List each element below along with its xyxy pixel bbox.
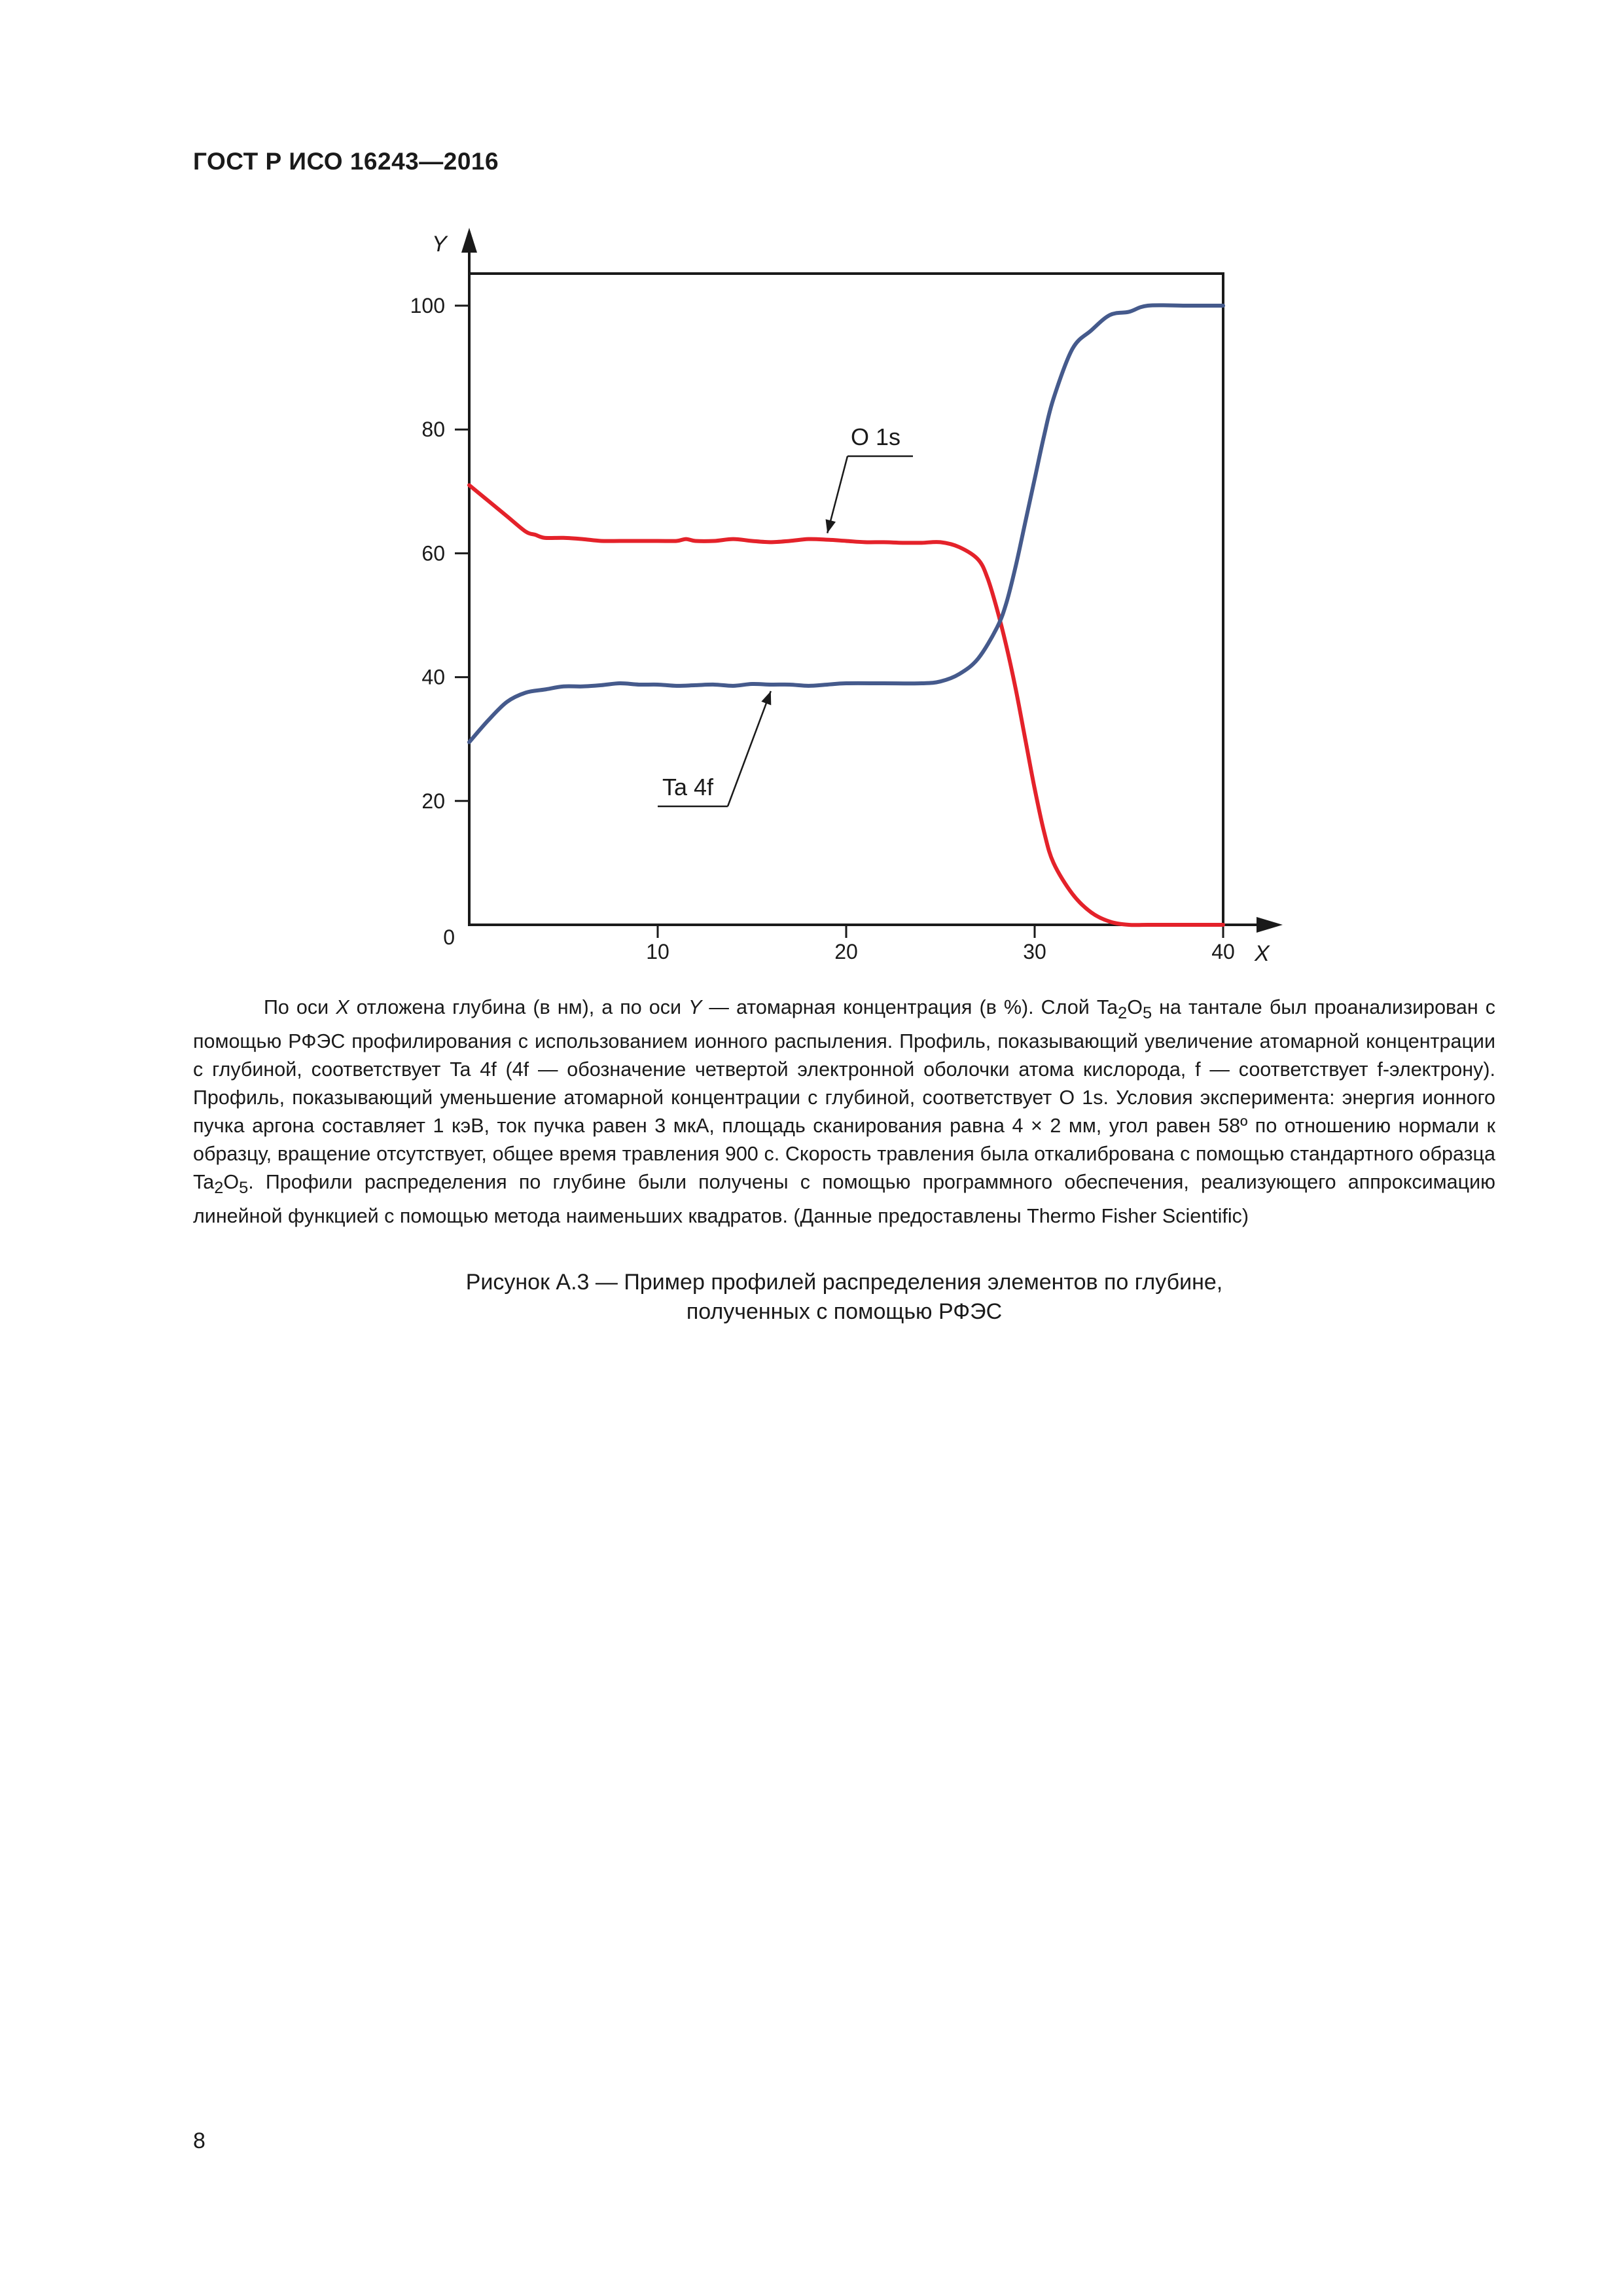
annotation-arrowhead (826, 519, 836, 533)
text-run: отложена глубина (в нм), а по оси (349, 996, 689, 1018)
y-tick-label: 60 (421, 541, 445, 565)
ticks (410, 294, 1235, 963)
y-tick-label: 40 (421, 665, 445, 689)
variable-y: Y (688, 996, 702, 1018)
text-run: — атомарная концентрация (в %). Слой Ta (702, 996, 1118, 1018)
text-run: . Профили распределения по глубине были получены с помощью программного обеспечения, реализующего аппроксимацию линейной функцией с помощью метода наименьших квадратов. (Данные предоставлены Thermo Fisher Scientific) (193, 1171, 1495, 1228)
annotation-layer (658, 423, 913, 806)
text-run: O (223, 1171, 240, 1194)
subscript: 2 (214, 1179, 224, 1198)
text-run: на тантале был проанализирован с помощью РФЭС профилирования с использованием ионного распыления. Профиль, показывающий увеличение атомарной концентрации с глубиной, соответствует Ta 4f (4f — обозначение четвертой электронной оболочки атома кислорода, f — соответствует f-электрону). Профиль, показывающий уменьшение атомарной концентрации с глубиной, соответствует O 1s. Условия эксперимента: энергия ионного пучка аргона составляет 1 кэВ, ток пучка равен 3 мкА, площадь сканирования равна 4 × 2 мм, угол равен 58º по отношению нормали к образцу, вращение отсутствует, общее время травления 900 с. Скорость травления была откалибрована с помощью стандартного образца Ta (193, 996, 1495, 1194)
document-header: ГОСТ Р ИСО 16243—2016 (193, 148, 499, 175)
text-run: O (1127, 996, 1143, 1018)
subscript: 5 (1142, 1004, 1152, 1023)
figure-caption (193, 1268, 1495, 1327)
plot-frame (469, 274, 1223, 925)
x-tick-label: 40 (1211, 940, 1235, 963)
series-layer (469, 305, 1223, 925)
y-tick-label: 20 (421, 789, 445, 813)
x-axis-arrow (1257, 917, 1283, 933)
x-tick-label: 10 (646, 940, 669, 963)
series-line-o-1s (469, 485, 1223, 925)
annotation-leader (728, 691, 771, 806)
y-tick-label: 80 (421, 418, 445, 442)
x-tick-label: 30 (1023, 940, 1046, 963)
description-paragraph (193, 994, 1495, 1230)
text-run: По оси (264, 996, 336, 1018)
subscript: 2 (1118, 1004, 1128, 1023)
x-axis-label: X (1255, 941, 1270, 966)
series-line-ta-4f (469, 305, 1223, 742)
subscript: 5 (239, 1179, 249, 1198)
figure-description (193, 994, 1495, 1230)
page-number: 8 (193, 2128, 205, 2153)
y-axis-label: Y (432, 232, 447, 257)
y-tick-label: 0 (443, 925, 455, 949)
y-axis-arrow (461, 228, 477, 253)
x-tick-label: 20 (834, 940, 858, 963)
annotation-arrowhead (761, 691, 771, 706)
caption-line-2: полученных с помощью РФЭС (686, 1299, 1003, 1324)
plot-border (469, 274, 1223, 925)
caption-line-1: Рисунок А.3 — Пример профилей распределения элементов по глубине, (465, 1270, 1223, 1295)
annotation-label: O 1s (851, 423, 901, 450)
variable-x: X (336, 996, 349, 1018)
y-tick-label: 100 (410, 294, 445, 317)
axes (432, 228, 1283, 966)
depth-profile-chart (0, 0, 1623, 982)
annotation-label: Ta 4f (662, 774, 714, 800)
